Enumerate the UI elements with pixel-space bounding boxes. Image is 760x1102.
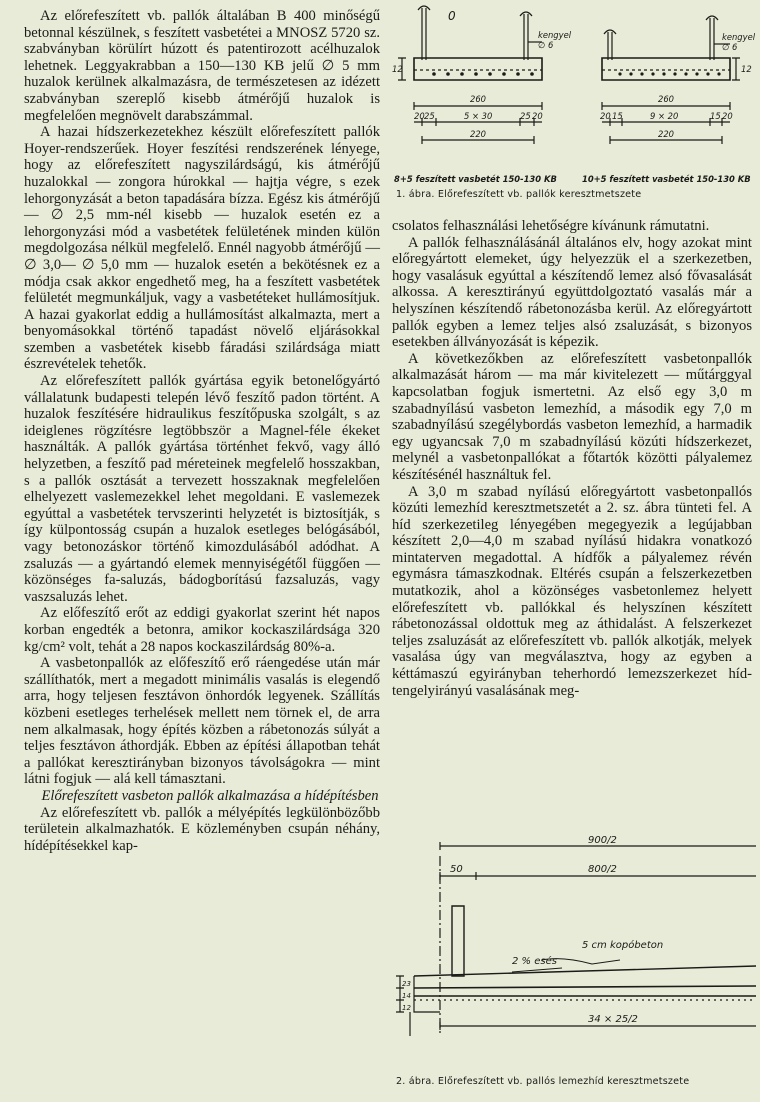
dim-800: 800/2 xyxy=(588,864,617,875)
dim-part: 9 × 20 xyxy=(650,111,679,121)
figure-1-mark: 0 xyxy=(448,9,456,23)
paragraph: Az előrefeszített vb. pallók általában B 400 minőségű betonnal készülnek, s feszített vasbetétei a MNOSZ 5720 sz. szabványban körülírt húzott és patentirozott acélhuzalok lehetnek. Leggyakrabban a 150—130 KB jelű ∅ 5 mm huzalok kerülnek alkalmazásra, de természetesen az idézett szabványban szereplő kisebb átmérőjű huzalok is megfelelően megnövelt darabszámmal. xyxy=(24,8,380,124)
paragraph: Az előrefeszített vb. pallók a mélyépítés legkülönbözőbb területein alkalmazhatók. E közleményben csupán néhány, hídépítésekkel kap- xyxy=(24,804,380,854)
kengyel-dia-left: ∅ 6 xyxy=(538,40,554,50)
left-text-column xyxy=(24,8,380,854)
dim-50: 50 xyxy=(450,864,463,875)
kengyel-dia-right: ∅ 6 xyxy=(722,42,738,52)
dim-bottom: 34 × 25/2 xyxy=(588,1014,638,1025)
dim-left: 23 xyxy=(402,980,411,988)
dim-part: 20 xyxy=(600,111,611,121)
paragraph: A vasbetonpallók az előfeszítő erő ráengedése után már szállíthatók, mert a megadott minimális vasalás is elegendő arra, hogy teljesen fesztávon önhordók legyenek. Szállítás közbeni esetleges terhelések mellett nem törnek el, de arra nem alkalmasak, hogy építés közben a rábetonozás súlyát a teljes fesztávon áthordják. Ebben az építési állapotban tehát a pallókat keresztirányban bizonyos távolságokra — mint látni fogjuk — alá kell támasztani. xyxy=(24,655,380,788)
dim-part: 5 × 30 xyxy=(464,111,493,121)
dim-part: 20 xyxy=(532,111,543,121)
figure-1-left-label: 8+5 feszített vasbetét 150-130 KB xyxy=(394,174,557,184)
paragraph: A hazai hídszerkezetekhez készült előrefeszített pallók Hoyer-rendszerűek. Hoyer feszítési rendszerének lényege, hogy az előrefeszített nagyszilárdságú, kis átmérőjű huzalokkal — zongora húrokkal — hajtja végre, s ezek lehorgonyzását a beton tapadására bízza. Egész kis átmérőjű — ∅ 2,5 mm-nél kisebb — huzalok esetén ez a lehorgonyzási mód a vasbetétek felületének minden külön megdolgozása nélkül megfelelő. Ennél nagyobb átmérőjű — ∅ 3,0— ∅ 5,0 mm — huzalok esetén a bekötésnek ez a módja csak akkor engedhető meg, ha a feszített vasbetétek felületét megmunkáljuk, vagy a vasbetéteket hullámosítjuk. A hazai gyakorlat eddig a hullámosítást alkalmazta, mert a benyomásokkal történő tapadást növelő eljárásokkal szemben a vasbetétek kisebb fáradási szilárdsága miatt észrevételek tehetők. xyxy=(24,124,380,373)
dim-part: 15 xyxy=(710,111,721,121)
paragraph: Az előfeszítő erőt az eddigi gyakorlat szerint hét napos korban engedték a betonra, amikor kockaszilárdsága 320 kg/cm² volt, tehát a 28 napos kockaszilárdság 80%-a. xyxy=(24,605,380,655)
dim-part: 25 xyxy=(424,111,435,121)
dim-part: 25 xyxy=(520,111,531,121)
height-right: 12 xyxy=(741,64,752,74)
dim-total-left: 260 xyxy=(470,94,486,104)
section-subheading: Előrefeszített vasbeton pallók alkalmazása a hídépítésben xyxy=(41,787,379,804)
dim-bottom-right: 220 xyxy=(658,129,674,139)
dim-part: 15 xyxy=(612,111,623,121)
figure-1-drawing xyxy=(392,0,760,178)
kengyel-label-left: kengyel xyxy=(538,30,572,40)
kengyel-label-right: kengyel xyxy=(722,32,756,42)
dim-part: 20 xyxy=(722,111,733,121)
paragraph: A pallók felhasználásánál általános elv, hogy azokat mint előregyártott elemeket, úgy helyezzük el a szerkezetben, hogy vasalásuk egyúttal a készítendő lemez alsó fővasalását alkossa. A keresztirányú együttdolgoztató vasalás már a helyszínen készítendő rábetonozásba kerül. Az előregyártott pallók egyben a lemez teljes alsó zsaluzását, s bizonyos esetekben állványozását is képezik. xyxy=(392,234,752,351)
dim-900: 900/2 xyxy=(588,836,617,846)
figure-1-right-label: 10+5 feszített vasbetét 150-130 KB xyxy=(582,174,751,184)
right-text-column xyxy=(392,218,752,699)
dim-bottom-left: 220 xyxy=(470,129,486,139)
figure-1 xyxy=(392,0,760,212)
figure-2 xyxy=(392,836,760,1102)
paragraph: csolatos felhasználási lehetőségre kívánunk rámutatni. xyxy=(392,218,710,234)
paragraph: Az előrefeszített pallók gyártása egyik betonelőgyártó vállalatunk budapesti telepén lévő feszítő padon történt. A huzalok feszítésére hidraulikus feszítőpuska szolgált, s az ideiglenes rögzítésre legtöbbször a Magnel-féle ékeket használták. A pallók gyártása történhet fekvő, vagy álló helyzetben, a feszítő pad méreteinek megfelelő hosszakban, s a pallók osztását a tervezett hosszaknak megfelelően elhelyezett vaslemezekkel lehet megoldani. E vaslemezek egyúttal a vasbetétek tervszerinti helyzetét is biztosítják, s így külpontosság csupán a huzalok esetleges belógásából, vagy betonozáskor történő kimozdulásából adódhat. A zsaluzás — a gyártandó elemek mennyiségétől függően — közönséges fa-saluzás, bádogborítású fazsaluzás, vagy vaszsaluzás lehet. xyxy=(24,373,380,605)
figure-2-drawing xyxy=(392,836,760,1076)
paragraph: A következőkben az előrefeszített vasbetonpallók alkalmazását három — ma már kivitelezett — műtárggyal kapcsolatban fogjuk ismertetni. Az első egy 3,0 m szabadnyílású vasbeton lemezhíd, a második egy 7,0 m szabadnyílású szegélybordás vasbeton lemezhíd, a harmadik egy ugyancsak 7,0 m szabadnyílású közúti hídszerkezet, melynél a vasbetonpallókat a főtartók közötti pályalemez készítésénél használtuk fel. xyxy=(392,350,752,483)
slope-label: 2 % esés xyxy=(512,956,557,967)
figure-2-caption: 2. ábra. Előrefeszített vb. pallós lemezhíd keresztmetszete xyxy=(396,1076,690,1087)
concrete-label: 5 cm kopóbeton xyxy=(582,940,664,951)
dim-part: 20 xyxy=(414,111,425,121)
figure-1-caption: 1. ábra. Előrefeszített vb. pallók keresztmetszete xyxy=(396,189,642,200)
paragraph: A 3,0 m szabad nyílású előregyártott vasbetonpallós közúti lemezhíd keresztmetszetét a 2. sz. ábra tünteti fel. A híd szerkezetileg lényegében megegyezik a legújabban készített 2,0—4,0 m szabad nyílású hidakra vonatkozó mintaterven megadottal. A hídfők a pályalemez révén egymásra támaszkodnak. Eltérés csupán a felszerkezetben mutatkozik, ahol a közönséges vasbetonlemez helyett előrefeszített vb. pallókkal és helyszínen készített rábetonozással oldottuk meg az áthidalást. A felszerkezet teljes zsaluzását az előrefeszített vb. pallók alkotják, melyek vasalása úgy van megválasztva, hogy az egyben a kéttámaszú egyirányban teherhordó lemezszerkezet híd-tengelyirányú vasalásának meg- xyxy=(392,483,752,699)
dim-left: 12 xyxy=(402,1004,411,1012)
height-left: 12 xyxy=(392,64,403,74)
dim-left: 14 xyxy=(402,992,411,1000)
dim-total-right: 260 xyxy=(658,94,674,104)
